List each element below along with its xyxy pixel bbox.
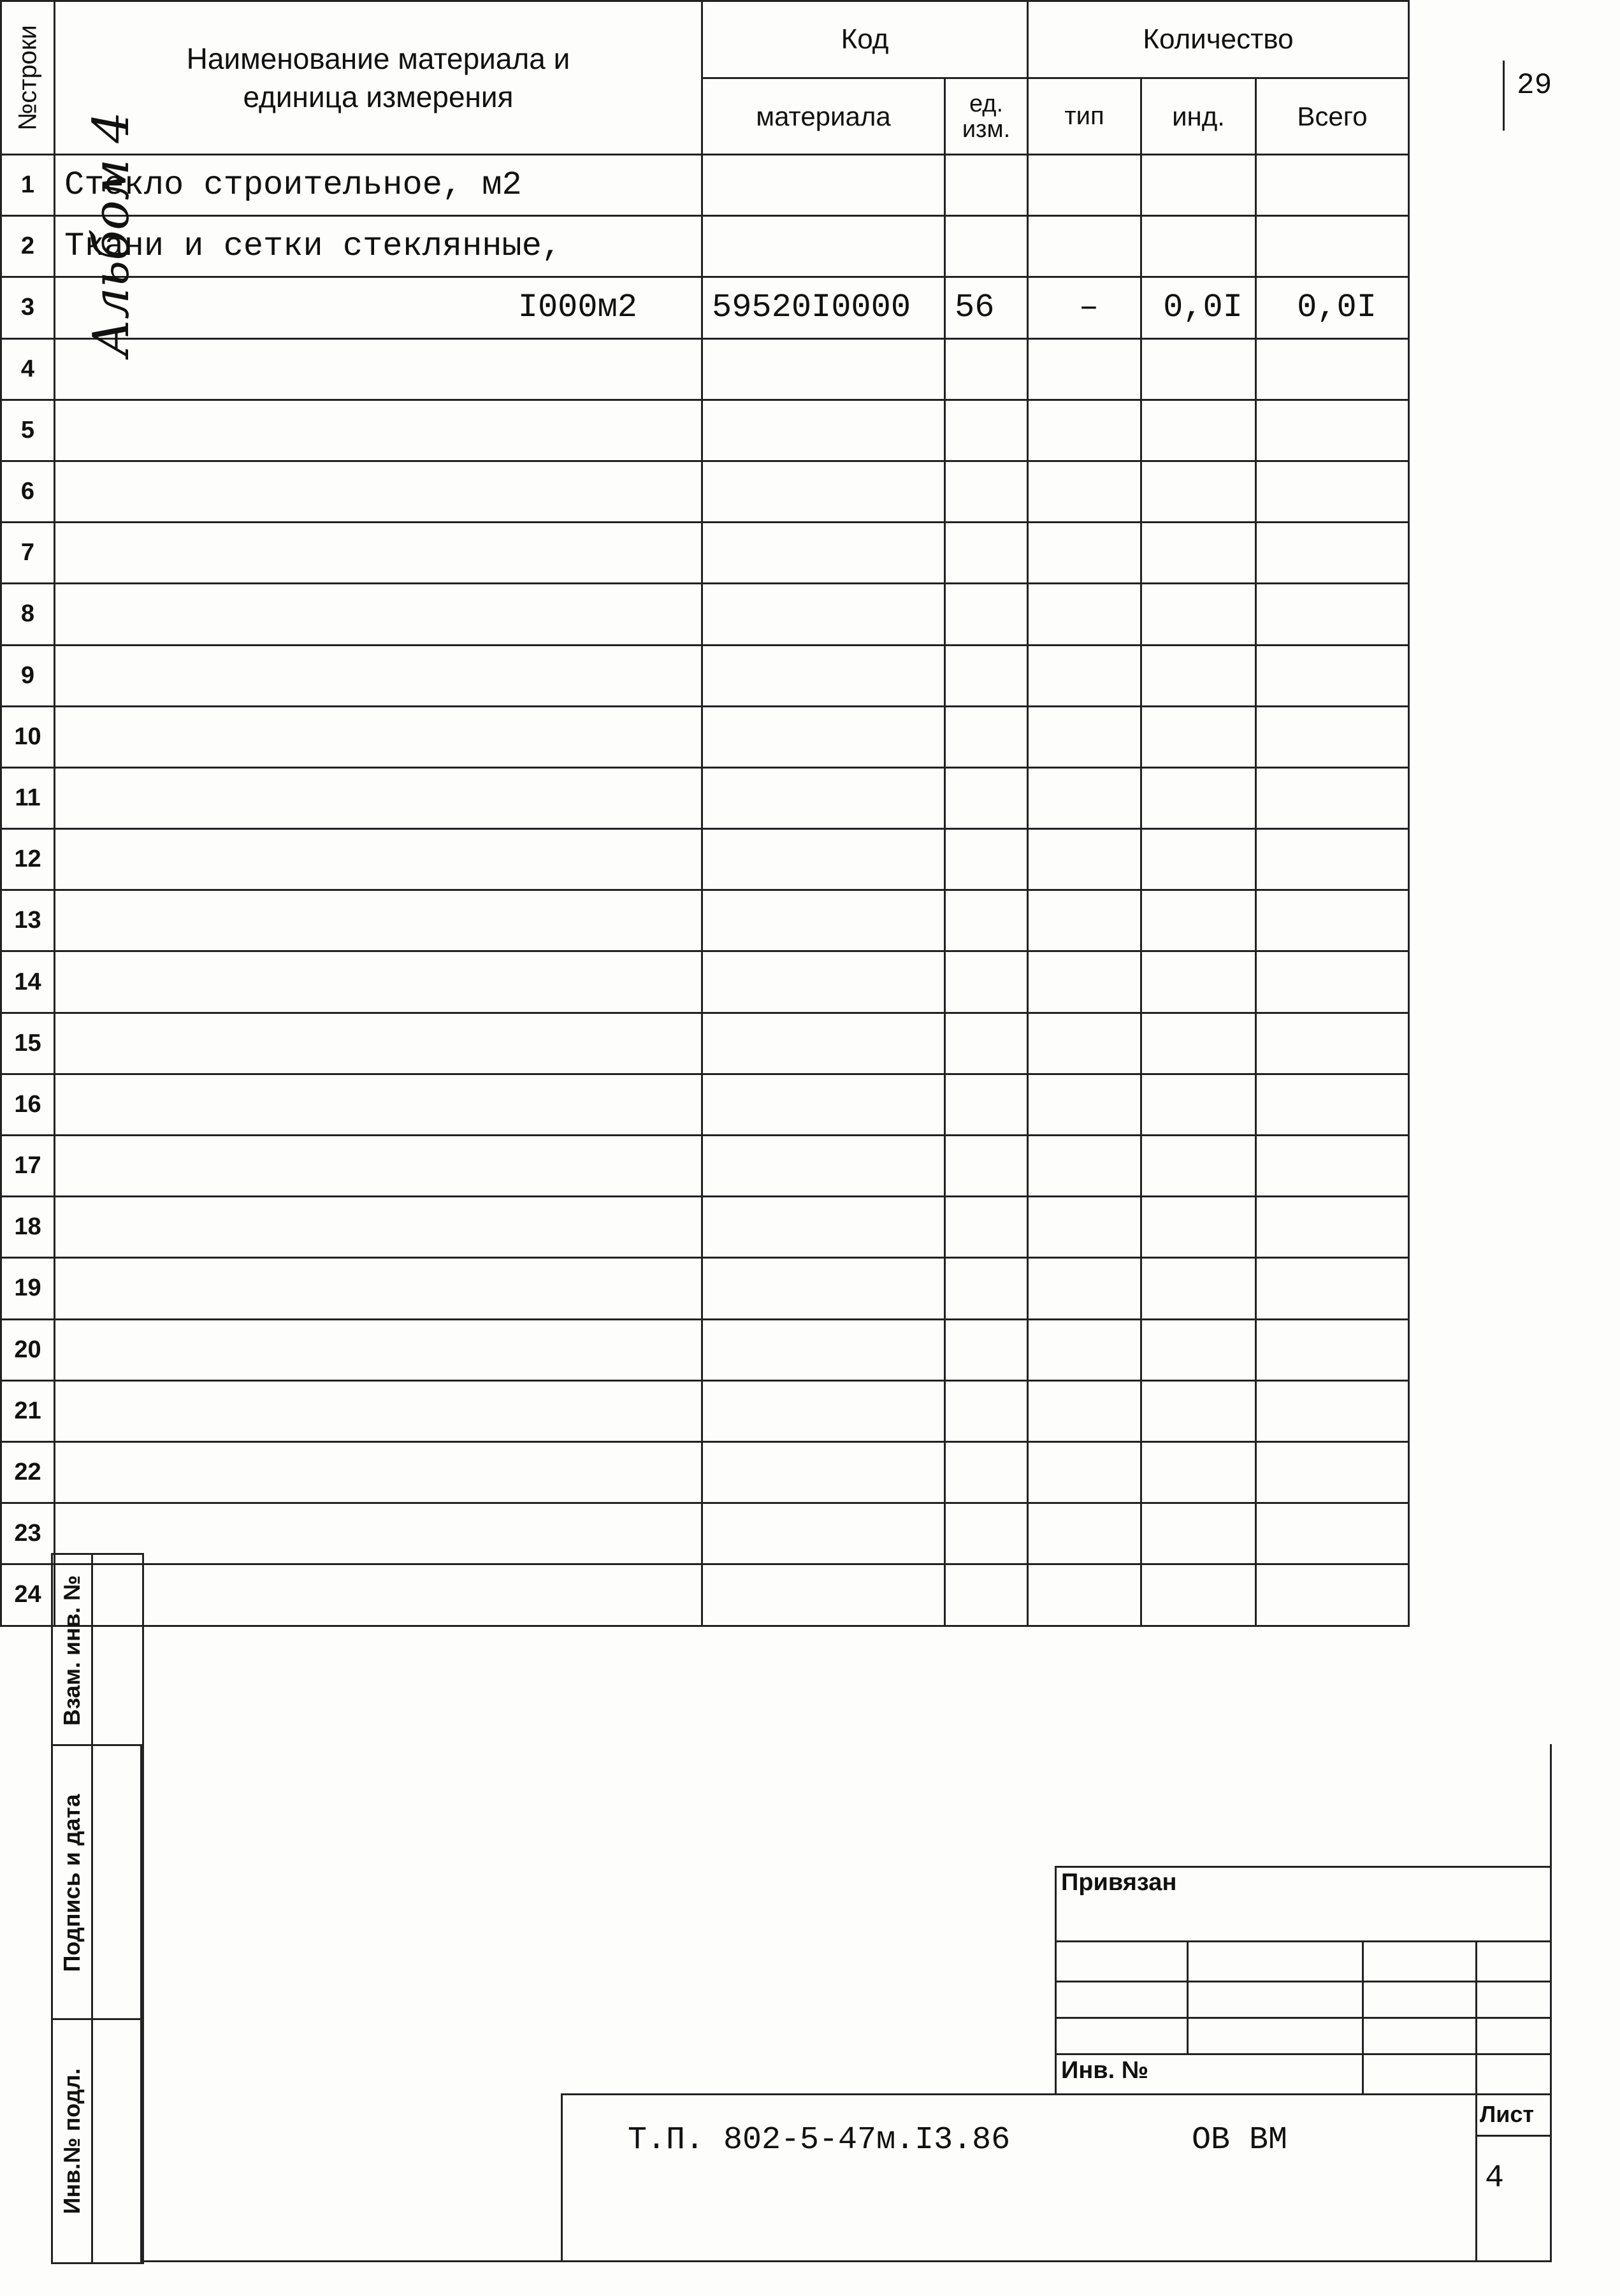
cell-code — [702, 1136, 945, 1197]
document-code: Т.П. 802-5-47м.I3.86 — [628, 2122, 1011, 2158]
cell-n: 23 — [1, 1503, 55, 1564]
cell-unit — [945, 1197, 1028, 1258]
cell-n: 13 — [1, 890, 55, 951]
cell-ind — [1141, 461, 1256, 522]
cell-name: Ткани и сетки стеклянные, — [55, 216, 702, 277]
cell-code — [702, 461, 945, 522]
cell-type — [1028, 767, 1141, 828]
cell-type — [1028, 216, 1141, 277]
header-row-number: №строки — [1, 1, 55, 155]
cell-type — [1028, 584, 1141, 645]
cell-ind — [1141, 1503, 1256, 1564]
table-row — [1, 767, 1409, 828]
table-row — [1, 1013, 1409, 1074]
cell-name — [55, 1136, 702, 1197]
cell-code — [702, 523, 945, 584]
header-code-material: материала — [702, 78, 945, 155]
cell-name — [55, 1013, 702, 1074]
cell-ind — [1141, 1441, 1256, 1503]
cell-ind — [1141, 216, 1256, 277]
cell-ind — [1141, 584, 1256, 645]
cell-ind — [1141, 890, 1256, 951]
cell-name — [55, 645, 702, 706]
cell-type — [1028, 645, 1141, 706]
cell-unit: 56 — [945, 277, 1028, 338]
frame-left — [140, 1744, 142, 2262]
cell-ind — [1141, 645, 1256, 706]
sheet-label: Лист — [1480, 2101, 1535, 2127]
table-row — [1, 1197, 1409, 1258]
table-row — [1, 400, 1409, 461]
cell-n: 1 — [1, 155, 55, 216]
cell-total — [1256, 1258, 1409, 1319]
cell-ind — [1141, 1074, 1256, 1135]
table-row — [1, 1503, 1409, 1564]
cell-type — [1028, 400, 1141, 461]
cell-type — [1028, 1319, 1141, 1380]
cell-ind — [1141, 1136, 1256, 1197]
cell-code — [702, 1013, 945, 1074]
cell-ind — [1141, 1380, 1256, 1441]
cell-unit — [945, 216, 1028, 277]
cell-ind — [1141, 951, 1256, 1013]
cell-unit — [945, 1441, 1028, 1503]
header-name: Наименование материала и единица измерения — [55, 1, 702, 155]
cell-type — [1028, 338, 1141, 400]
cell-type — [1028, 1441, 1141, 1503]
table-row — [1, 1380, 1409, 1441]
cell-name — [55, 338, 702, 400]
cell-type — [1028, 706, 1141, 767]
cell-ind — [1141, 155, 1256, 216]
cell-name — [55, 1319, 702, 1380]
tb-line — [1055, 1981, 1552, 1982]
cell-type — [1028, 1258, 1141, 1319]
cell-n: 14 — [1, 951, 55, 1013]
cell-code — [702, 951, 945, 1013]
cell-code — [702, 767, 945, 828]
cell-total — [1256, 216, 1409, 277]
cell-code — [702, 1258, 945, 1319]
cell-ind — [1141, 1197, 1256, 1258]
tb-line — [1362, 1940, 1364, 2093]
cell-type — [1028, 1074, 1141, 1135]
cell-unit — [945, 1258, 1028, 1319]
cell-unit — [945, 829, 1028, 890]
cell-type — [1028, 829, 1141, 890]
cell-name — [55, 584, 702, 645]
cell-ind — [1141, 1319, 1256, 1380]
cell-n: 24 — [1, 1564, 55, 1626]
cell-n: 2 — [1, 216, 55, 277]
cell-name — [55, 1564, 702, 1626]
cell-type — [1028, 951, 1141, 1013]
cell-type — [1028, 1564, 1141, 1626]
cell-unit — [945, 338, 1028, 400]
cell-code — [702, 584, 945, 645]
cell-unit — [945, 706, 1028, 767]
cell-type: – — [1028, 277, 1141, 338]
cell-total — [1256, 951, 1409, 1013]
table-row — [1, 829, 1409, 890]
cell-unit — [945, 1564, 1028, 1626]
cell-unit — [945, 400, 1028, 461]
cell-type — [1028, 1380, 1141, 1441]
cell-ind — [1141, 767, 1256, 828]
cell-code — [702, 1074, 945, 1135]
cell-n: 9 — [1, 645, 55, 706]
header-code-group: Код — [702, 1, 1028, 78]
table-row — [1, 1136, 1409, 1197]
table-row — [1, 706, 1409, 767]
cell-code — [702, 706, 945, 767]
tb-line — [1055, 1866, 1552, 1868]
cell-total — [1256, 1503, 1409, 1564]
cell-unit — [945, 461, 1028, 522]
page-number-divider — [1503, 61, 1505, 131]
cell-unit — [945, 890, 1028, 951]
table-row — [1, 338, 1409, 400]
cell-type — [1028, 890, 1141, 951]
cell-total — [1256, 338, 1409, 400]
cell-code — [702, 1197, 945, 1258]
cell-unit — [945, 1074, 1028, 1135]
tb-line — [1475, 1940, 1477, 2262]
tb-line — [1055, 2017, 1552, 2019]
cell-ind: 0,0I — [1141, 277, 1256, 338]
cell-unit — [945, 523, 1028, 584]
cell-total — [1256, 523, 1409, 584]
cell-type — [1028, 1013, 1141, 1074]
cell-n: 16 — [1, 1074, 55, 1135]
cell-n: 3 — [1, 277, 55, 338]
cell-code — [702, 155, 945, 216]
cell-total — [1256, 645, 1409, 706]
table-row — [1, 523, 1409, 584]
frame-bottom — [140, 2260, 1552, 2262]
table-row — [1, 1564, 1409, 1626]
cell-total — [1256, 1197, 1409, 1258]
cell-unit — [945, 767, 1028, 828]
cell-name — [55, 706, 702, 767]
cell-ind — [1141, 338, 1256, 400]
cell-name — [55, 1380, 702, 1441]
table-row — [1, 1441, 1409, 1503]
cell-unit — [945, 584, 1028, 645]
tb-line — [1187, 1940, 1189, 2053]
cell-name — [55, 1441, 702, 1503]
cell-total — [1256, 1074, 1409, 1135]
cell-code — [702, 829, 945, 890]
cell-n: 15 — [1, 1013, 55, 1074]
cell-name — [55, 767, 702, 828]
tb-line — [1055, 1940, 1552, 1942]
cell-name — [55, 1503, 702, 1564]
cell-name: Стекло строительное, м2 — [55, 155, 702, 216]
cell-n: 22 — [1, 1441, 55, 1503]
cell-total — [1256, 1441, 1409, 1503]
cell-total — [1256, 155, 1409, 216]
header-qty-group: Количество — [1028, 1, 1409, 78]
cell-code: 59520I0000 — [702, 277, 945, 338]
cell-ind — [1141, 829, 1256, 890]
header-code-unit: ед. изм. — [945, 78, 1028, 155]
cell-code — [702, 1564, 945, 1626]
table-row — [1, 890, 1409, 951]
cell-n: 11 — [1, 767, 55, 828]
cell-total — [1256, 829, 1409, 890]
cell-name — [55, 400, 702, 461]
cell-name: I000м2 — [55, 277, 702, 338]
cell-ind — [1141, 706, 1256, 767]
table-row — [1, 155, 1409, 216]
stamp-inv-podl: Инв.№ подл. — [51, 2018, 144, 2264]
cell-unit — [945, 155, 1028, 216]
cell-name — [55, 1074, 702, 1135]
cell-n: 20 — [1, 1319, 55, 1380]
cell-name — [55, 829, 702, 890]
cell-type — [1028, 461, 1141, 522]
cell-code — [702, 1441, 945, 1503]
cell-unit — [945, 1503, 1028, 1564]
section-code: ОВ ВМ — [1192, 2122, 1288, 2158]
cell-total — [1256, 890, 1409, 951]
cell-code — [702, 400, 945, 461]
cell-name — [55, 523, 702, 584]
tb-line — [1055, 2053, 1552, 2055]
album-label: Альбом 4 — [83, 112, 140, 357]
cell-n: 19 — [1, 1258, 55, 1319]
tb-line — [561, 2093, 563, 2262]
cell-type — [1028, 1197, 1141, 1258]
cell-ind — [1141, 1013, 1256, 1074]
cell-total — [1256, 706, 1409, 767]
cell-unit — [945, 951, 1028, 1013]
table-row — [1, 277, 1409, 338]
stamp-vzam-inv: Взам. инв. № — [51, 1553, 144, 1746]
cell-ind — [1141, 1258, 1256, 1319]
cell-name — [55, 461, 702, 522]
cell-total — [1256, 400, 1409, 461]
cell-name — [55, 1258, 702, 1319]
cell-n: 7 — [1, 523, 55, 584]
tb-line — [1475, 2135, 1552, 2137]
page-number: 29 — [1517, 69, 1552, 102]
cell-unit — [945, 1380, 1028, 1441]
cell-n: 12 — [1, 829, 55, 890]
cell-type — [1028, 155, 1141, 216]
header-qty-total: Всего — [1256, 78, 1409, 155]
cell-n: 4 — [1, 338, 55, 400]
tb-line — [561, 2093, 1552, 2095]
cell-n: 10 — [1, 706, 55, 767]
table-row — [1, 461, 1409, 522]
cell-code — [702, 1503, 945, 1564]
table-row — [1, 216, 1409, 277]
table-row — [1, 584, 1409, 645]
cell-code — [702, 1380, 945, 1441]
cell-code — [702, 216, 945, 277]
cell-ind — [1141, 400, 1256, 461]
table-row — [1, 1258, 1409, 1319]
cell-total — [1256, 1013, 1409, 1074]
cell-ind — [1141, 523, 1256, 584]
table-row — [1, 645, 1409, 706]
cell-name — [55, 951, 702, 1013]
cell-code — [702, 1319, 945, 1380]
cell-code — [702, 890, 945, 951]
cell-total — [1256, 461, 1409, 522]
cell-type — [1028, 523, 1141, 584]
cell-n: 5 — [1, 400, 55, 461]
cell-total — [1256, 1564, 1409, 1626]
cell-n: 18 — [1, 1197, 55, 1258]
cell-total — [1256, 767, 1409, 828]
cell-ind — [1141, 1564, 1256, 1626]
header-qty-ind: инд. — [1141, 78, 1256, 155]
cell-name — [55, 890, 702, 951]
cell-total — [1256, 1136, 1409, 1197]
cell-n: 6 — [1, 461, 55, 522]
table-row — [1, 951, 1409, 1013]
stamp-podpis-data: Подпись и дата — [51, 1744, 144, 2020]
cell-total — [1256, 1319, 1409, 1380]
table-row — [1, 1319, 1409, 1380]
cell-unit — [945, 1319, 1028, 1380]
cell-n: 17 — [1, 1136, 55, 1197]
cell-type — [1028, 1503, 1141, 1564]
table-row — [1, 1074, 1409, 1135]
cell-total: 0,0I — [1256, 277, 1409, 338]
cell-unit — [945, 1136, 1028, 1197]
cell-total — [1256, 584, 1409, 645]
inv-no-label: Инв. № — [1061, 2057, 1149, 2084]
frame-right — [1550, 1744, 1552, 2262]
cell-type — [1028, 1136, 1141, 1197]
sheet-number: 4 — [1485, 2160, 1505, 2197]
cell-total — [1256, 1380, 1409, 1441]
cell-unit — [945, 645, 1028, 706]
cell-name — [55, 1197, 702, 1258]
cell-code — [702, 338, 945, 400]
cell-n: 8 — [1, 584, 55, 645]
cell-code — [702, 645, 945, 706]
cell-n: 21 — [1, 1380, 55, 1441]
header-qty-type: тип — [1028, 78, 1141, 155]
privyazan-label: Привязан — [1061, 1869, 1177, 1896]
cell-unit — [945, 1013, 1028, 1074]
